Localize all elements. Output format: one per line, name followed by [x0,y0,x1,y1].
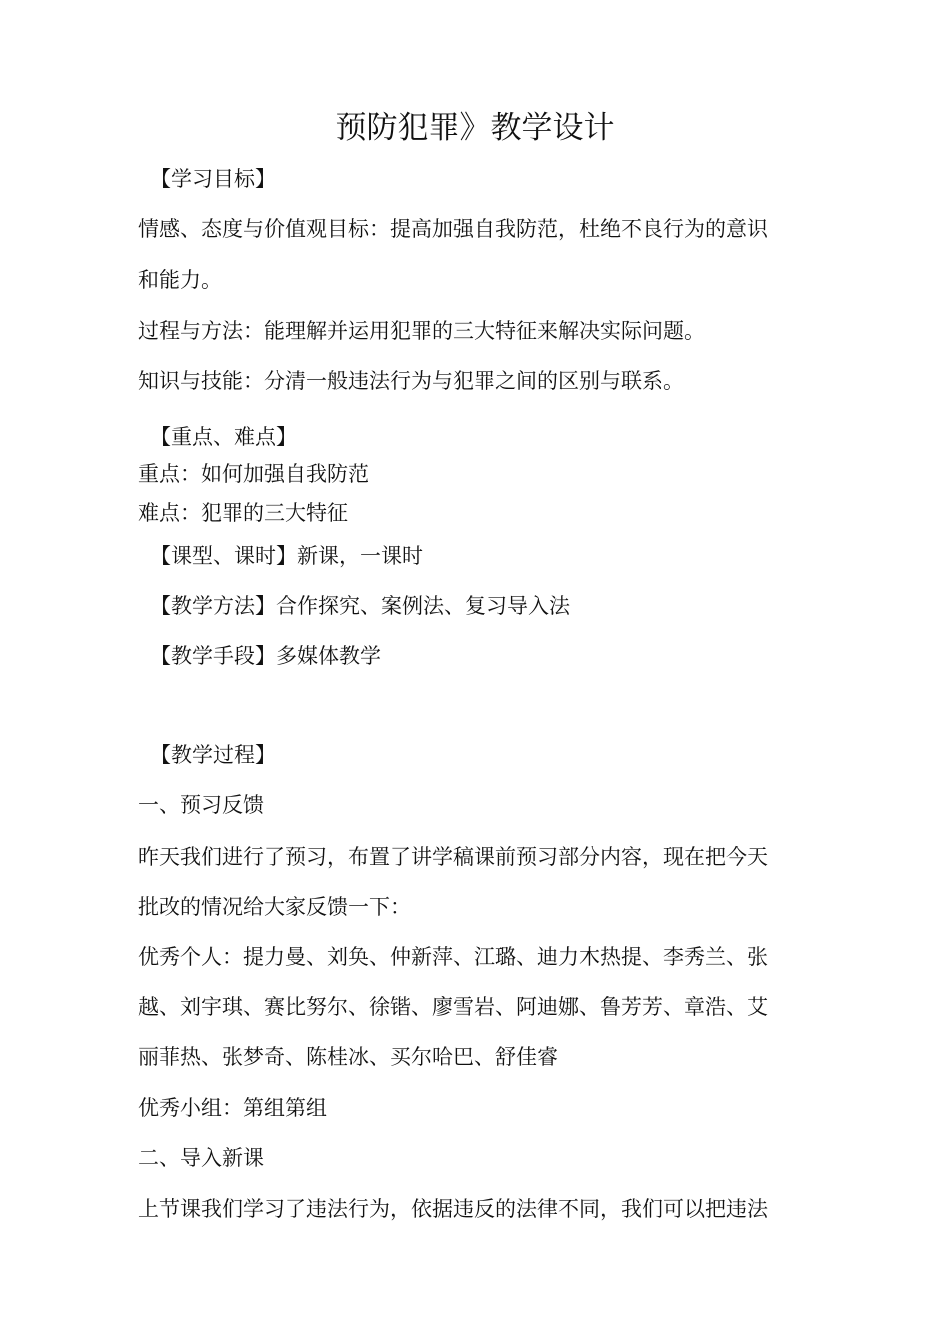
teaching-means: 【教学手段】多媒体教学 [150,644,381,668]
section-heading-objectives: 【学习目标】 [150,167,276,191]
section-heading-key-points: 【重点、难点】 [150,425,297,449]
objective-process: 过程与方法：能理解并运用犯罪的三大特征来解决实际问题。 [138,319,705,343]
feedback-paragraph-line2: 批改的情况给大家反馈一下： [138,895,411,919]
excellent-individuals-line1: 优秀个人：提力曼、刘奂、仲新萍、江璐、迪力木热提、李秀兰、张 [138,945,768,969]
lesson-type: 【课型、课时】新课，一课时 [150,544,423,568]
teaching-methods: 【教学方法】合作探究、案例法、复习导入法 [150,594,570,618]
excellent-individuals-line3: 丽菲热、张梦奇、陈桂冰、买尔哈巴、舒佳睿 [138,1045,558,1069]
step-one-heading: 一、预习反馈 [138,793,264,817]
intro-paragraph-line1: 上节课我们学习了违法行为，依据违反的法律不同，我们可以把违法 [138,1197,768,1221]
feedback-paragraph-line1: 昨天我们进行了预习，布置了讲学稿课前预习部分内容，现在把今天 [138,845,768,869]
excellent-individuals-line2: 越、刘宇琪、赛比努尔、徐锴、廖雪岩、阿迪娜、鲁芳芳、章浩、艾 [138,995,768,1019]
step-two-heading: 二、导入新课 [138,1146,264,1170]
objective-emotion-line1: 情感、态度与价值观目标：提高加强自我防范，杜绝不良行为的意识 [138,217,768,241]
objective-emotion-line2: 和能力。 [138,268,222,292]
section-heading-process: 【教学过程】 [150,743,276,767]
excellent-groups: 优秀小组：第组第组 [138,1096,327,1120]
key-point: 重点：如何加强自我防范 [138,462,369,486]
objective-knowledge: 知识与技能：分清一般违法行为与犯罪之间的区别与联系。 [138,369,684,393]
document-title: 预防犯罪》教学设计 [335,110,615,146]
difficult-point: 难点：犯罪的三大特征 [138,501,348,525]
